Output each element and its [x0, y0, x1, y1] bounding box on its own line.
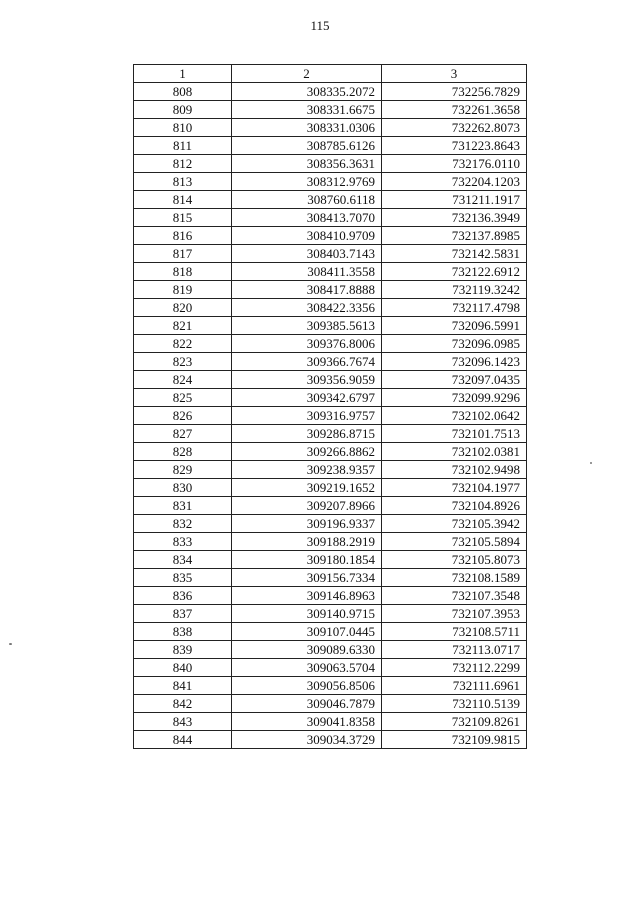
table-cell-col-1: 825: [134, 389, 232, 407]
table-row: [134, 497, 527, 515]
table-cell-col-1: 817: [134, 245, 232, 263]
table-cell-col-1: 836: [134, 587, 232, 605]
table-cell-col-2: 309180.1854: [232, 551, 382, 569]
table-row: [134, 659, 527, 677]
table-cell-col-2: 309286.8715: [232, 425, 382, 443]
table-cell-col-1: 818: [134, 263, 232, 281]
table-row: [134, 245, 527, 263]
table-cell-col-2: 309063.5704: [232, 659, 382, 677]
table-cell-col-1: 826: [134, 407, 232, 425]
table-cell-col-1: 834: [134, 551, 232, 569]
table-cell-col-3: 732112.2299: [382, 659, 527, 677]
table-cell-col-1: 840: [134, 659, 232, 677]
table-row: [134, 299, 527, 317]
table-cell-col-3: 732262.8073: [382, 119, 527, 137]
column-header-2: 2: [232, 65, 382, 83]
scan-speck: [590, 462, 592, 464]
table-cell-col-1: 810: [134, 119, 232, 137]
table-row: [134, 677, 527, 695]
table-cell-col-1: 808: [134, 83, 232, 101]
table-cell-col-3: 732109.8261: [382, 713, 527, 731]
table-cell-col-1: 829: [134, 461, 232, 479]
table-cell-col-2: 309140.9715: [232, 605, 382, 623]
table-cell-col-1: 830: [134, 479, 232, 497]
table-row: [134, 641, 527, 659]
table-cell-col-1: 831: [134, 497, 232, 515]
table-cell-col-3: 732102.0642: [382, 407, 527, 425]
table-cell-col-2: 308411.3558: [232, 263, 382, 281]
table-cell-col-2: 309146.8963: [232, 587, 382, 605]
table-cell-col-1: 815: [134, 209, 232, 227]
table-row: [134, 425, 527, 443]
table-cell-col-1: 839: [134, 641, 232, 659]
table-cell-col-3: 732176.0110: [382, 155, 527, 173]
table-cell-col-3: 731211.1917: [382, 191, 527, 209]
table-cell-col-3: 732101.7513: [382, 425, 527, 443]
table-cell-col-2: 308312.9769: [232, 173, 382, 191]
table-cell-col-1: 844: [134, 731, 232, 749]
table-cell-col-3: 732261.3658: [382, 101, 527, 119]
table-cell-col-1: 837: [134, 605, 232, 623]
table-cell-col-1: 824: [134, 371, 232, 389]
table-row: [134, 119, 527, 137]
table-cell-col-2: 309046.7879: [232, 695, 382, 713]
table-cell-col-3: 732256.7829: [382, 83, 527, 101]
table-cell-col-3: 732142.5831: [382, 245, 527, 263]
table-cell-col-2: 309376.8006: [232, 335, 382, 353]
table-row: [134, 479, 527, 497]
table-row: [134, 515, 527, 533]
table-cell-col-2: 309089.6330: [232, 641, 382, 659]
table-row: [134, 713, 527, 731]
table-cell-col-3: 732137.8985: [382, 227, 527, 245]
table-cell-col-2: 309366.7674: [232, 353, 382, 371]
table-cell-col-1: 843: [134, 713, 232, 731]
table-cell-col-3: 732105.8073: [382, 551, 527, 569]
table-cell-col-3: 732102.0381: [382, 443, 527, 461]
table-cell-col-2: 309107.0445: [232, 623, 382, 641]
table-cell-col-3: 732109.9815: [382, 731, 527, 749]
column-header-3: 3: [382, 65, 527, 83]
table-cell-col-2: 308403.7143: [232, 245, 382, 263]
scan-speck: [9, 643, 12, 645]
table-cell-col-2: 308331.0306: [232, 119, 382, 137]
table-row: [134, 407, 527, 425]
table-row: [134, 227, 527, 245]
table-row: [134, 443, 527, 461]
header-row: [134, 65, 527, 83]
table-cell-col-1: 832: [134, 515, 232, 533]
table-cell-col-2: 309034.3729: [232, 731, 382, 749]
table-row: [134, 317, 527, 335]
table-cell-col-3: 732108.5711: [382, 623, 527, 641]
page-number: 115: [310, 18, 330, 33]
table-cell-col-1: 841: [134, 677, 232, 695]
table-cell-col-3: 732105.3942: [382, 515, 527, 533]
table-cell-col-2: 309316.9757: [232, 407, 382, 425]
table-cell-col-3: 732105.5894: [382, 533, 527, 551]
table-cell-col-1: 833: [134, 533, 232, 551]
table-cell-col-2: 309266.8862: [232, 443, 382, 461]
table-cell-col-3: 732122.6912: [382, 263, 527, 281]
table-cell-col-3: 732108.1589: [382, 569, 527, 587]
table-row: [134, 731, 527, 749]
table-cell-col-2: 308335.2072: [232, 83, 382, 101]
table-cell-col-2: 309041.8358: [232, 713, 382, 731]
table-cell-col-3: 732107.3953: [382, 605, 527, 623]
table-row: [134, 101, 527, 119]
table-cell-col-2: 308413.7070: [232, 209, 382, 227]
table-row: [134, 623, 527, 641]
table-row: [134, 695, 527, 713]
table-row: [134, 335, 527, 353]
table-cell-col-3: 732119.3242: [382, 281, 527, 299]
table-cell-col-1: 813: [134, 173, 232, 191]
table-cell-col-1: 809: [134, 101, 232, 119]
table-cell-col-2: 308410.9709: [232, 227, 382, 245]
table-cell-col-3: 732104.8926: [382, 497, 527, 515]
table-cell-col-3: 732111.6961: [382, 677, 527, 695]
table-cell-col-1: 842: [134, 695, 232, 713]
table-cell-col-3: 732097.0435: [382, 371, 527, 389]
table-cell-col-3: 732107.3548: [382, 587, 527, 605]
table-cell-col-1: 821: [134, 317, 232, 335]
table-cell-col-3: 731223.8643: [382, 137, 527, 155]
table-row: [134, 263, 527, 281]
column-header-1: 1: [134, 65, 232, 83]
table-row: [134, 137, 527, 155]
table-cell-col-3: 732099.9296: [382, 389, 527, 407]
table-cell-col-1: 816: [134, 227, 232, 245]
table-cell-col-3: 732204.1203: [382, 173, 527, 191]
table-cell-col-1: 838: [134, 623, 232, 641]
table-cell-col-3: 732113.0717: [382, 641, 527, 659]
table-cell-col-2: 308417.8888: [232, 281, 382, 299]
table-row: [134, 605, 527, 623]
table-cell-col-2: 309238.9357: [232, 461, 382, 479]
table-row: [134, 209, 527, 227]
table-cell-col-1: 835: [134, 569, 232, 587]
table-cell-col-3: 732102.9498: [382, 461, 527, 479]
table-row: [134, 461, 527, 479]
table-row: [134, 551, 527, 569]
table-cell-col-3: 732117.4798: [382, 299, 527, 317]
table-cell-col-2: 309219.1652: [232, 479, 382, 497]
table-cell-col-1: 820: [134, 299, 232, 317]
table-cell-col-1: 828: [134, 443, 232, 461]
table-cell-col-2: 308785.6126: [232, 137, 382, 155]
table-cell-col-2: 309342.6797: [232, 389, 382, 407]
table-cell-col-2: 309056.8506: [232, 677, 382, 695]
table-cell-col-1: 822: [134, 335, 232, 353]
table-cell-col-2: 309207.8966: [232, 497, 382, 515]
table-cell-col-1: 827: [134, 425, 232, 443]
table-row: [134, 569, 527, 587]
coordinates-table: [133, 64, 527, 749]
table-row: [134, 371, 527, 389]
table-cell-col-2: 308422.3356: [232, 299, 382, 317]
table-header: [134, 65, 527, 83]
table-cell-col-1: 823: [134, 353, 232, 371]
table-row: [134, 155, 527, 173]
table-cell-col-2: 308760.6118: [232, 191, 382, 209]
table-cell-col-3: 732096.1423: [382, 353, 527, 371]
table-cell-col-2: 309196.9337: [232, 515, 382, 533]
table-cell-col-1: 812: [134, 155, 232, 173]
table-row: [134, 353, 527, 371]
table-cell-col-2: 309385.5613: [232, 317, 382, 335]
table-cell-col-2: 309356.9059: [232, 371, 382, 389]
table-cell-col-3: 732110.5139: [382, 695, 527, 713]
table-cell-col-3: 732096.5991: [382, 317, 527, 335]
table-cell-col-3: 732104.1977: [382, 479, 527, 497]
table-cell-col-2: 308331.6675: [232, 101, 382, 119]
table-row: [134, 533, 527, 551]
table-cell-col-2: 309156.7334: [232, 569, 382, 587]
table-row: [134, 587, 527, 605]
table-cell-col-1: 819: [134, 281, 232, 299]
table-row: [134, 173, 527, 191]
table-row: [134, 83, 527, 101]
table-row: [134, 389, 527, 407]
table-row: [134, 281, 527, 299]
table-cell-col-2: 308356.3631: [232, 155, 382, 173]
table-cell-col-2: 309188.2919: [232, 533, 382, 551]
table-cell-col-3: 732136.3949: [382, 209, 527, 227]
table-row: [134, 191, 527, 209]
table-cell-col-3: 732096.0985: [382, 335, 527, 353]
table-cell-col-1: 811: [134, 137, 232, 155]
table-body: [134, 83, 527, 749]
table-cell-col-1: 814: [134, 191, 232, 209]
